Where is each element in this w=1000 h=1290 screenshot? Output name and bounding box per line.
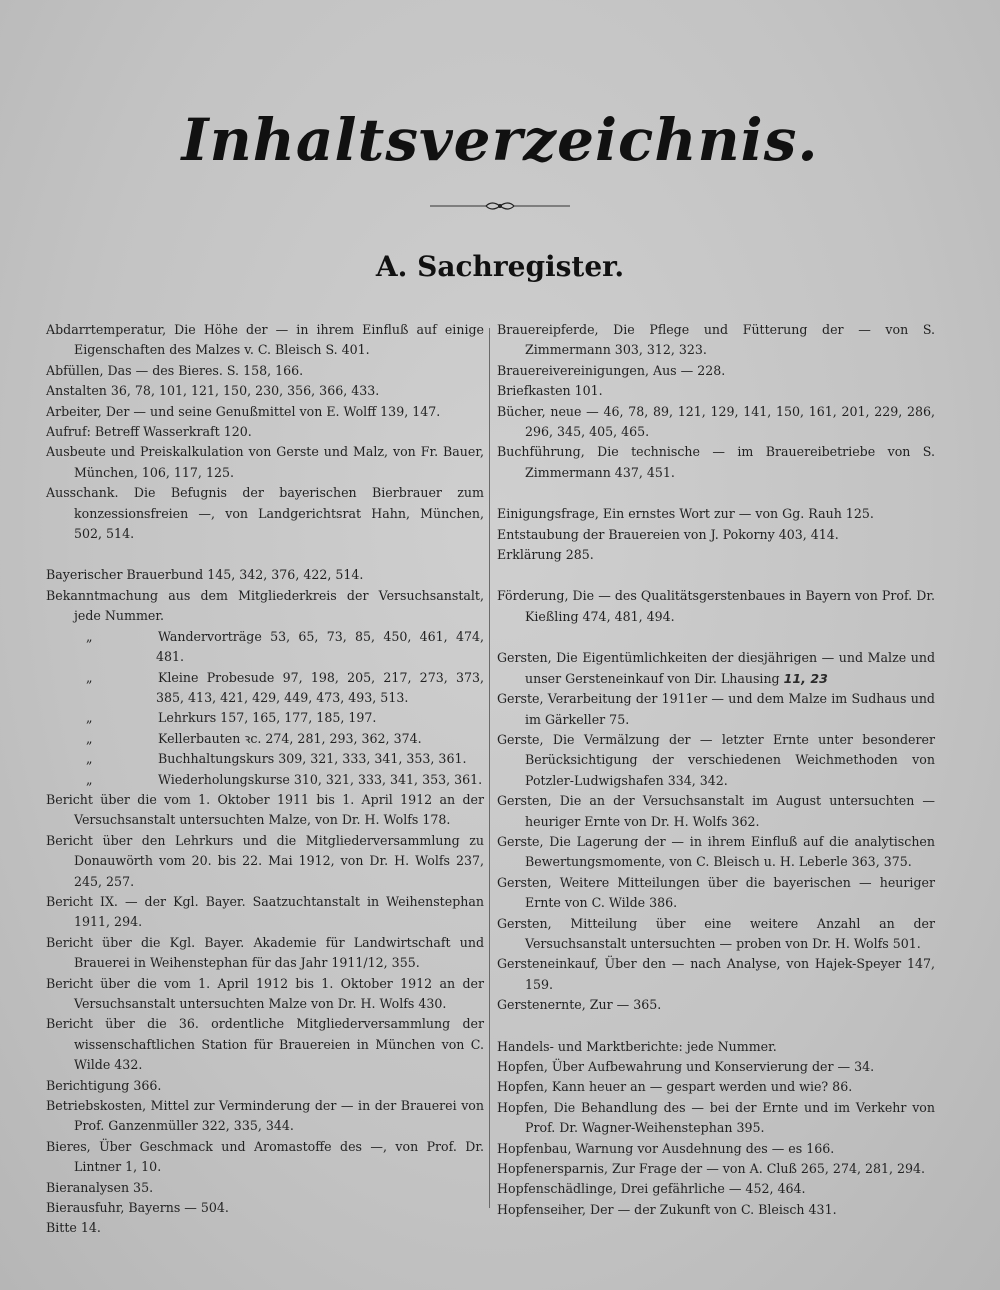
index-entry: Bericht über die Kgl. Bayer. Akademie für Landwirtschaft und Brauerei in Weihenstephan für das Jahr 1911/12, 355.	[46, 934, 484, 971]
index-subentry	[46, 668, 484, 709]
index-subentry	[46, 627, 484, 668]
index-entry: Betriebskosten, Mittel zur Verminderung der — in der Brauerei von Prof. Ganzenmüller 322, 335, 344.	[46, 1098, 484, 1134]
index-entry: Briefkasten 101.	[497, 383, 603, 399]
index-entry: Hopfenersparnis, Zur Frage der — von A. Cluß 265, 274, 281, 294.	[497, 1161, 926, 1177]
ditto-mark: „	[86, 669, 93, 685]
handwritten-note: 11, 23	[783, 670, 828, 686]
index-entry: Bücher, neue — 46, 78, 89, 121, 129, 141, 150, 161, 201, 229, 286, 296, 345, 405, 465.	[497, 403, 935, 440]
index-entry: Hopfen, Die Behandlung des — bei der Ernte und im Verkehr von Prof. Dr. Wagner-Weihenstephan 395.	[497, 1099, 935, 1136]
column-divider	[489, 328, 490, 1208]
index-entry: Berichtigung 366.	[46, 1077, 162, 1093]
subentry-text: Wiederholungskurse 310, 321, 333, 341, 353, 361.	[158, 771, 483, 787]
index-entry: Bericht über den Lehrkurs und die Mitgliederversammlung zu Donauwörth vom 20. bis 22. Mai 1912, von Dr. H. Wolfs 237, 245, 257.	[46, 832, 484, 889]
index-entry: Arbeiter, Der — und seine Genußmittel von E. Wolff 139, 147.	[46, 403, 441, 419]
section-gap	[497, 483, 935, 504]
subentry-text: Wandervorträge 53, 65, 73, 85, 450, 461, 474, 481.	[156, 628, 484, 665]
subentry-text: Lehrkurs 157, 165, 177, 185, 197.	[158, 710, 377, 726]
index-entry: Förderung, Die — des Qualitätsgerstenbaues in Bayern von Prof. Dr. Kießling 474, 481, 494.	[497, 588, 935, 624]
index-entry: Handels- und Marktberichte: jede Nummer.	[497, 1038, 777, 1054]
page-title: Inhaltsverzeichnis.	[181, 106, 819, 174]
index-entry: Bericht über die vom 1. April 1912 bis 1. Oktober 1912 an der Versuchsanstalt untersuchten Malze von Dr. H. Wolfs 430.	[46, 975, 484, 1011]
index-entry: Gersten, Mitteilung über eine weitere Anzahl an der Versuchsanstalt untersuchten — proben von Dr. H. Wolfs 501.	[497, 915, 935, 951]
index-entry: Bericht IX. — der Kgl. Bayer. Saatzuchtanstalt in Weihenstephan 1911, 294.	[46, 893, 484, 930]
index-column-left	[46, 320, 484, 1239]
index-entry: Ausschank. Die Befugnis der bayerischen Bierbrauer zum konzessionsfreien —, von Landgerichtsrat Hahn, München, 502, 514.	[46, 485, 484, 542]
index-entry: Anstalten 36, 78, 101, 121, 150, 230, 356, 366, 433.	[46, 383, 380, 399]
index-entry: Bieranalysen 35.	[46, 1179, 154, 1195]
index-entry: Abdarrtemperatur, Die Höhe der — in ihrem Einfluß auf einige Eigenschaften des Malzes v. C. Bleisch S. 401.	[46, 322, 484, 358]
index-entry: Bitte 14.	[46, 1220, 101, 1236]
index-entry: Gersten, Die an der Versuchsanstalt im August untersuchten — heuriger Ernte von Dr. H. Wolfs 362.	[497, 793, 935, 829]
index-entry: Bekanntmachung aus dem Mitgliederkreis der Versuchsanstalt, jede Nummer.	[46, 587, 484, 624]
section-gap	[497, 1016, 935, 1037]
ditto-mark: „	[86, 771, 93, 787]
index-entry: Hopfen, Kann heuer an — gespart werden und wie? 86.	[497, 1079, 853, 1095]
ditto-mark: „	[86, 628, 93, 644]
index-entry: Gerstenernte, Zur — 365.	[497, 997, 662, 1013]
index-entry: Hopfenseiher, Der — der Zukunft von C. Bleisch 431.	[497, 1201, 837, 1217]
ornament-divider-icon	[430, 196, 570, 216]
index-entry: Hopfenschädlinge, Drei gefährliche — 452, 464.	[497, 1181, 806, 1197]
index-entry: Hopfen, Über Aufbewahrung und Konservierung der — 34.	[497, 1059, 875, 1074]
index-entry: Bericht über die 36. ordentliche Mitgliederversammlung der wissenschaftlichen Station für Brauereien in München von C. Wilde 432.	[46, 1016, 484, 1073]
index-entry: Brauereivereinigungen, Aus — 228.	[497, 362, 726, 378]
index-subentry	[46, 749, 484, 769]
index-entry: Abfüllen, Das — des Bieres. S. 158, 166.	[46, 362, 304, 378]
index-entry: Gerste, Verarbeitung der 1911er — und dem Malze im Sudhaus und im Gärkeller 75.	[497, 691, 935, 727]
index-entry: Ausbeute und Preiskalkulation von Gerste und Malz, von Fr. Bauer, München, 106, 117, 125.	[46, 444, 484, 480]
section-gap	[46, 544, 484, 565]
index-entry: Bierausfuhr, Bayerns — 504.	[46, 1200, 229, 1216]
index-subentry	[46, 708, 484, 728]
subentry-text: Kleine Probesude 97, 198, 205, 217, 273, 373, 385, 413, 421, 429, 449, 473, 493, 513.	[156, 669, 484, 705]
index-entry: Gerste, Die Lagerung der — in ihrem Einfluß auf die analytischen Bewertungsmomente, von C. Bleisch u. H. Leberle 363, 375.	[497, 833, 935, 870]
index-entry: Brauereipferde, Die Pflege und Fütterung der — von S. Zimmermann 303, 312, 323.	[497, 322, 935, 358]
index-entry: Bayerischer Brauerbund 145, 342, 376, 422, 514.	[46, 567, 364, 583]
index-entry: Entstaubung der Brauereien von J. Pokorny 403, 414.	[497, 526, 839, 542]
index-entry: Einigungsfrage, Ein ernstes Wort zur — von Gg. Rauh 125.	[497, 506, 874, 522]
subentry-text: Kellerbauten ꝛc. 274, 281, 293, 362, 374.	[158, 730, 422, 746]
index-subentry	[46, 729, 484, 749]
index-entry: Gersteneinkauf, Über den — nach Analyse, von Hajek-Speyer 147, 159.	[497, 956, 935, 992]
index-entry: Hopfenbau, Warnung vor Ausdehnung des — es 166.	[497, 1140, 835, 1156]
index-entry: Bericht über die vom 1. Oktober 1911 bis 1. April 1912 an der Versuchsanstalt untersuchten Malze, von Dr. H. Wolfs 178.	[46, 791, 484, 828]
subentry-text: Buchhaltungskurs 309, 321, 333, 341, 353, 361.	[158, 751, 467, 767]
ditto-mark: „	[86, 751, 93, 767]
index-entry: Gersten, Weitere Mitteilungen über die bayerischen — heuriger Ernte von C. Wilde 386.	[497, 874, 935, 911]
index-entry	[497, 648, 935, 689]
index-subentry	[46, 770, 484, 790]
section-gap	[497, 627, 935, 648]
index-entry: Gerste, Die Vermälzung der — letzter Ernte unter besonderer Berücksichtigung der verschiedenen Weichmethoden von Potzler-Ludwigshafen 334, 342.	[497, 731, 935, 788]
index-entry: Bieres, Über Geschmack und Aromastoffe des —, von Prof. Dr. Lintner 1, 10.	[46, 1138, 484, 1175]
index-column-right	[497, 320, 935, 1220]
index-entry: Erklärung 285.	[497, 547, 594, 563]
section-gap	[497, 565, 935, 586]
entry-text: Gersten, Die Eigentümlichkeiten der diesjährigen — und Malze und unser Gersteneinkauf von Dir. Lhausing	[497, 650, 935, 686]
index-entry: Aufruf: Betreff Wasserkraft 120.	[46, 424, 252, 440]
section-title: A. Sachregister.	[375, 250, 625, 283]
ditto-mark: „	[86, 730, 93, 746]
index-entry: Buchführung, Die technische — im Brauereibetriebe von S. Zimmermann 437, 451.	[497, 444, 935, 480]
ditto-mark: „	[86, 710, 93, 726]
